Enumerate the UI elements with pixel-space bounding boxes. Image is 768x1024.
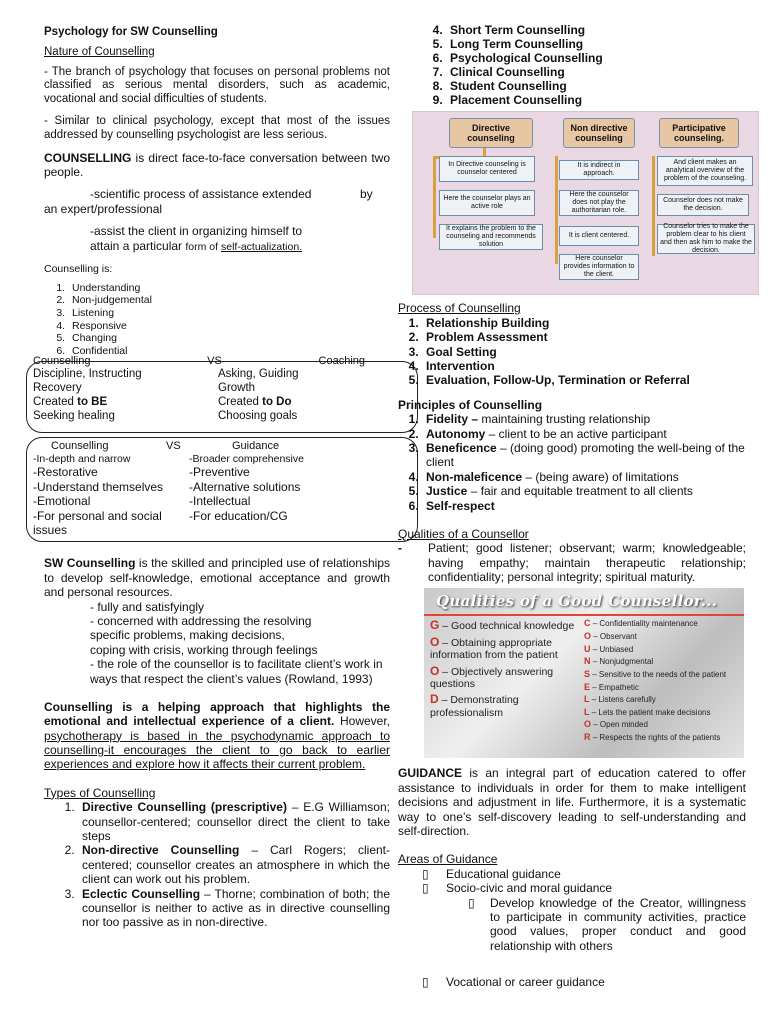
vs1-right: Asking, Guiding [218,368,299,381]
quality-right-item [584,682,744,693]
process-step: 4. Intervention [422,359,746,373]
last-area-text: Vocational or career guidance [446,975,605,990]
diagram-line [483,148,486,156]
assist-text: attain a particular [90,238,186,253]
quality-left-item [430,692,578,719]
more-types-list [398,24,746,107]
type-extra-item: 6. Psychological Counselling [446,52,746,66]
assist-line-1: -assist the client in organizing himself to [90,224,303,239]
counselling-is-label: Counselling is: [44,263,113,276]
principles-list [398,412,746,513]
principle-item [422,499,746,513]
assist-line-2 [44,239,390,254]
principle-desc: – (being aware) of limitations [522,469,679,484]
sw-counselling-definition [44,556,390,599]
principles-heading: Principles of Counselling [398,397,543,412]
area-text: Socio-civic and moral guidance [446,881,613,896]
vs2-rows [33,465,411,537]
type-desc: – Thorne; combination of both; the counsellor is neither to active as in directive counselling nor too passive as in non-directive. [82,886,390,930]
counselling-definition [44,151,390,180]
type-name: Eclectic Counselling [82,886,201,901]
assist-self-actualization: self-actualization. [220,240,303,253]
quality-text: – Listens carefully [589,695,656,705]
principle-name: Fidelity – [426,412,479,427]
counselling-is-item: 6. Confidential [68,345,390,358]
area-text: Educational guidance [446,866,561,881]
principle-desc: – fair and equitable treatment to all clients [467,484,693,499]
guidance-def-text: is an integral part of education catered to offer assistance to individuals in order for them to make intelligent decisions and adjustment in life. Furthermore, it is a systematic way to one’s self-discovery leading to self-understanding and self-direction. [398,766,746,839]
nature-heading: Nature of Counselling [44,45,155,58]
area-bullet: ▯ [422,881,429,896]
sw-def-text: is the skilled and principled use of relationships to develop self-knowledge, emotional acceptance and growth and personal resources. [44,556,390,600]
quality-letter: S [584,668,591,679]
quality-letter: E [584,681,591,692]
sub-area-text: Develop knowledge of the Creator, willingness to participate in community activities, practice good values, proper conduct and good relationship with others [490,895,746,953]
left-column [33,26,391,930]
vs1-header [33,355,411,368]
diagram-nondirective-3: It is client centered. [559,226,639,246]
quality-left-item [430,635,578,662]
quality-text: – Objectively answering questions [430,665,554,690]
assist-client [44,224,390,253]
area-bullet: ▯ [422,866,429,881]
type-extra-item: 8. Student Counselling [446,80,746,94]
quality-right-item [584,656,744,667]
quality-letter: O [430,634,440,649]
type-extra-item: 7. Clinical Counselling [446,66,746,80]
qualities-image [424,588,744,758]
vs2-row1-left: -In-depth and narrow [33,452,131,465]
areas-list [398,867,746,896]
sw-line-2: - concerned with addressing the resolving [90,613,312,628]
vs2-header [33,440,411,453]
last-area-bullet: ▯ [422,975,429,990]
created-left-prefix: Created [33,396,78,409]
diagram-head-nondirective: Non directive counseling [563,118,635,148]
qualities-text-row [398,541,746,584]
type-item [78,887,390,930]
vs2-left: -Emotional [33,494,91,509]
quality-right-item [584,719,744,730]
diagram-nondirective-4: Here counselor provides information to the client. [559,254,639,280]
guidance-definition [398,766,746,838]
sub-area-bullet: ▯ [468,895,475,910]
helping-bold: Counselling is a helping approach that highlights the emotional and intellectual experience of a client. [44,699,390,729]
principle-desc: – (doing good) promoting the well-being of the client [426,440,745,470]
quality-letter: O [430,663,440,678]
created-left-bold: to BE [77,396,108,409]
sw-counselling-term: SW Counselling [44,556,136,571]
types-list [44,800,390,930]
sw-line-6: ways that respect the client’s values (Rowland, 1993) [90,671,373,686]
quality-text: – Unbiased [590,644,634,654]
helping-approach [44,700,390,772]
types-heading: Types of Counselling [44,785,156,800]
quality-letter: D [430,692,439,707]
sw-line-4: coping with crisis, working through feelings [90,642,318,657]
vs2-row [33,509,411,538]
quality-right-item [584,669,744,680]
principle-item [422,427,746,441]
qualities-left-list [430,618,578,721]
vs2-right: -Preventive [189,465,250,480]
vs2-row [33,480,411,494]
vs1-rows [33,368,411,396]
quality-text: – Nonjudgmental [590,657,654,667]
quality-letter: L [584,694,590,705]
sci-by: by [360,187,373,202]
areas-heading: Areas of Guidance [398,852,498,867]
counselling-is-item: 2. Non-judgemental [68,294,390,307]
diagram-line [652,156,655,256]
vs1-head-mid: VS [207,355,222,368]
quality-letter: O [584,719,592,730]
sw-line-3: specific problems, making decisions, [90,628,285,643]
qualities-image-title: Qualities of a Good Counsellor... [436,592,718,611]
quality-text: – Observant [591,632,637,642]
quality-left-item [430,664,578,691]
quality-text: – Sensitive to the needs of the patient [590,669,727,679]
vs2-left: -For personal and social issues [33,508,162,537]
counselling-vs-coaching [26,355,418,432]
process-heading: Process of Counselling [398,301,521,316]
counselling-term: COUNSELLING [44,150,132,165]
principle-name: Non-maleficence [426,469,523,484]
document-title: Psychology for SW Counselling [44,26,218,38]
vs2-right: -Alternative solutions [189,479,301,494]
vs2-row1-right: -Broader comprehensive [189,452,304,465]
vs1-right: Growth [218,382,256,395]
principle-item [422,470,746,484]
type-desc: – Carl Rogers; client-centered; counsellor creates an atmosphere in which the client can work out his problem. [82,843,390,887]
helping-normal: However, [334,714,391,729]
principle-name: Beneficence [426,440,497,455]
diagram-directive-1: In Directive counseling is counselor centered [439,156,535,182]
type-desc: – E.G Williamson; counsellor-centered; counsellor direct the client to take steps [82,800,390,844]
diagram-participative-2: Counselor does not make the decision. [657,194,749,216]
vs1-left: Discipline, Instructing [33,368,142,381]
diagram-nondirective-2: Here the counselor does not play the authoritarian role. [559,190,639,216]
diagram-line [555,156,558,264]
area-item [422,881,746,895]
type-extra-item: 5. Long Term Counselling [446,38,746,52]
quality-text: – Good technical knowledge [439,620,575,633]
nature-paragraph-2: - Similar to clinical psychology, except that most of the issues addressed by counselling psychologist are less serious. [44,114,390,141]
diagram-nondirective-1: It is indirect in approach. [559,160,639,180]
quality-text: – Lets the patient make decisions [589,707,711,717]
quality-text: – Respects the rights of the patients [590,732,721,742]
created-right-prefix: Created [218,396,263,409]
quality-text: – Demonstrating professionalism [430,694,519,719]
quality-text: – Obtaining appropriate information from the patient [430,636,558,662]
quality-letter: N [584,656,591,667]
vs1-last-right: Choosing goals [218,409,298,422]
vs1-row [33,368,411,382]
type-item [78,843,390,886]
quality-letter: G [430,618,440,633]
process-step: 5. Evaluation, Follow-Up, Termination or Referral [422,373,746,387]
counselling-is-item: 3. Listening [68,307,390,320]
qualities-right-list [584,618,744,744]
vs2-head-mid: VS [166,439,181,452]
quality-right-item [584,644,744,655]
process-list [398,316,746,388]
vs2-left: -Understand themselves [33,479,164,494]
vs1-created-row [33,396,411,410]
quality-letter: L [584,706,590,717]
vs1-head-left: Counselling [33,355,91,368]
quality-text: – Confidentiality maintenance [590,619,698,629]
counselling-vs-guidance [26,437,418,543]
principle-item [422,484,746,498]
principle-desc: – client to be an active participant [485,426,667,441]
quality-right-item [584,618,744,629]
vs2-right: -Intellectual [189,494,251,509]
quality-letter: C [584,618,591,629]
counselling-def-text: is direct face-to-face conversation between two people. [44,150,390,179]
counselling-is-item: 4. Responsive [68,320,390,333]
diagram-directive-3: It explains the problem to the counseling and recommends solution [439,224,543,250]
sci-line-1: -scientific process of assistance extended [90,187,312,202]
type-item [78,800,390,843]
vs1-last-left: Seeking healing [33,409,115,422]
qualities-heading: Qualities of a Counsellor [398,526,529,541]
last-area [398,975,746,989]
principle-name: Justice [426,484,468,499]
diagram-line [433,156,436,238]
vs2-right: -For education/CG [189,508,288,523]
principle-item [422,412,746,426]
vs1-left: Recovery [33,382,82,395]
vs1-head-right: Coaching [318,355,365,368]
diagram-head-directive: Directive counseling [449,118,533,148]
qualities-dash: - [398,541,402,556]
sw-line-5: - the role of the counsellor is to facilitate client’s work in [90,657,383,672]
vs2-left: -Restorative [33,465,98,480]
process-step: 1. Relationship Building [422,316,746,330]
quality-letter: U [584,643,591,654]
vs2-row-1 [33,453,411,466]
vs2-head-left: Counselling [51,439,109,452]
quality-right-item [584,732,744,743]
guidance-term: GUIDANCE [398,766,463,781]
quality-letter: O [584,631,592,642]
assist-form: form of [185,240,221,253]
qualities-text: Patient; good listener; observant; warm; knowledgeable; having empathy; maintain therapeutic relationship; confidentiality; personal integrity; spiritual maturity. [428,541,746,585]
vs1-last-row [33,410,411,430]
principle-name: Self-respect [426,498,495,513]
quality-right-item [584,707,744,718]
created-right-bold: to Do [262,396,292,409]
diagram-head-participative: Participative counseling. [659,118,739,148]
principle-item [422,441,746,470]
sw-line-1: - fully and satisfyingly [90,599,205,614]
quality-text: – Empathetic [590,682,639,692]
process-step: 3. Goal Setting [422,345,746,359]
type-name: Non-directive Counselling [82,843,240,858]
quality-right-item [584,631,744,642]
quality-left-item [430,618,578,632]
area-item [422,867,746,881]
helping-underlined: psychotherapy is based in the psychodynamic approach to counselling-it encourages the client to go back to earlier experiences and explore how it affects their current problem. [44,728,390,772]
scientific-process [44,187,390,216]
quality-right-item [584,694,744,705]
vs2-row [33,494,411,508]
vs2-row [33,465,411,479]
sw-details [44,600,390,686]
principle-desc: maintaining trusting relationship [478,412,651,427]
process-step: 2. Problem Assessment [422,330,746,344]
sub-area [398,896,746,954]
diagram-participative-1: And client makes an analytical overview of the problem of the counseling. [657,156,753,186]
diagram-directive-2: Here the counselor plays an active role [439,190,535,216]
counselling-types-diagram [412,111,759,295]
sci-line-2: an expert/professional [44,201,163,216]
right-column [398,23,752,990]
qualities-image-bar [424,614,744,616]
quality-letter: R [584,731,591,742]
quality-text: – Open minded [591,720,648,730]
vs2-head-right: Guidance [232,439,280,452]
vs1-row [33,382,411,396]
diagram-participative-3: Counselor tries to make the problem clear to his client and then ask him to make the decision. [657,224,755,254]
counselling-is-list [44,282,390,358]
nature-paragraph-1: - The branch of psychology that focuses on personal problems not classified as serious mental disorders, such as academic, vocational and social difficulties of students. [44,65,390,106]
counselling-is-item: 1. Understanding [68,282,390,295]
type-extra-item: 4. Short Term Counselling [446,24,746,38]
type-extra-item: 9. Placement Counselling [446,94,746,108]
type-name: Directive Counselling (prescriptive) [82,800,287,815]
counselling-is-item: 5. Changing [68,332,390,345]
principle-name: Autonomy [426,426,486,441]
